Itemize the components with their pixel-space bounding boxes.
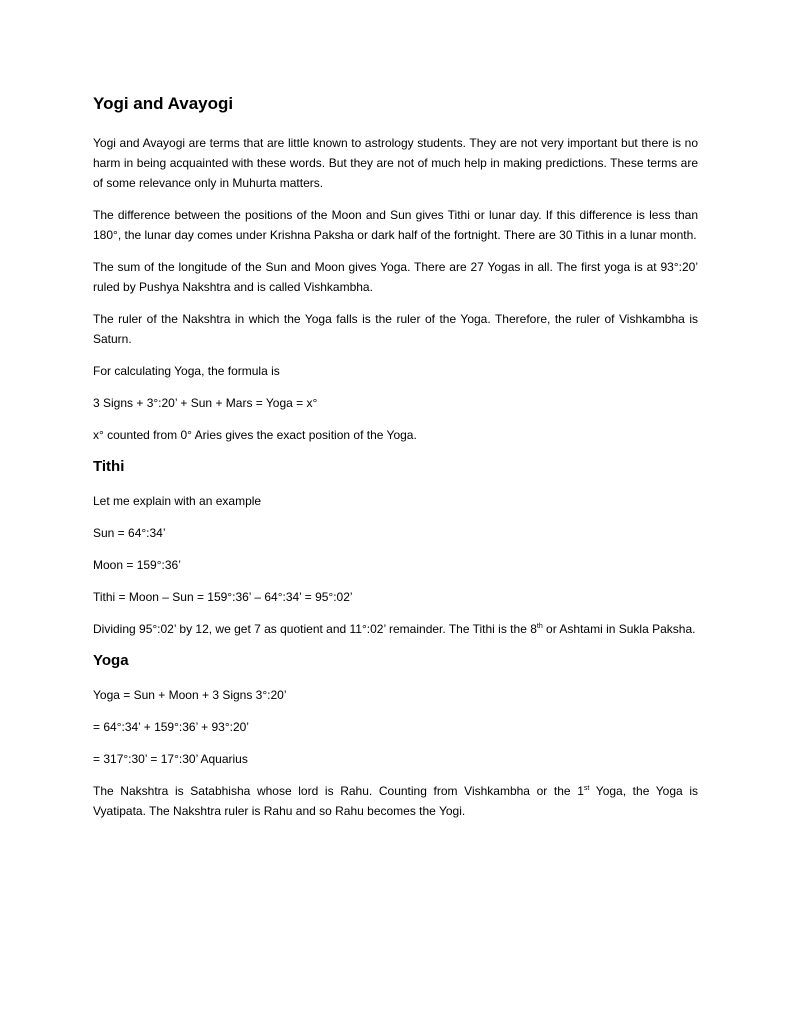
tithi-paragraph-1: Let me explain with an example	[93, 494, 262, 508]
intro-paragraph-1: Yogi and Avayogi are terms that are little known to astrology students. They are not very important but there is no harm in being acquainted with these words. But they are not of much help in making predictions. These terms are of some relevance only in Muhurta matters.	[93, 136, 698, 190]
tithi-ordinal-superscript: th	[536, 623, 543, 630]
yoga-heading: Yoga	[93, 652, 129, 669]
tithi-moon-value: Moon = 159°:36’	[93, 558, 181, 572]
yoga-ordinal-superscript: st	[583, 785, 590, 792]
tithi-sun-value: Sun = 64°:34’	[93, 526, 166, 540]
intro-paragraph-4: The ruler of the Nakshtra in which the Yoga falls is the ruler of the Yoga. Therefore, the ruler of Vishkambha is Saturn.	[93, 312, 698, 346]
intro-paragraph-5: For calculating Yoga, the formula is	[93, 364, 280, 378]
page-title: Yogi and Avayogi	[93, 94, 234, 113]
tithi-paragraph-5-text-a: Dividing 95°:02’ by 12, we get 7 as quotient and 11°:02’ remainder. The Tithi is the 8	[93, 622, 537, 636]
intro-paragraph-7: x° counted from 0° Aries gives the exact position of the Yoga.	[93, 428, 417, 442]
yoga-paragraph-4	[93, 781, 698, 821]
yoga-formula: 3 Signs + 3°:20’ + Sun + Mars = Yoga = x°	[93, 396, 318, 410]
yoga-paragraph-2: = 64°:34’ + 159°:36’ + 93°:20’	[93, 720, 249, 734]
intro-paragraph-3: The sum of the longitude of the Sun and Moon gives Yoga. There are 27 Yogas in all. The first yoga is at 93°:20’ ruled by Pushya Nakshtra and is called Vishkambha.	[93, 260, 698, 294]
document-page	[93, 93, 698, 833]
tithi-paragraph-5-text-b: or Ashtami in Sukla Paksha.	[542, 622, 696, 636]
tithi-heading: Tithi	[93, 458, 125, 475]
yoga-paragraph-4-text-a: The Nakshtra is Satabhisha whose lord is Rahu. Counting from Vishkambha or the 1	[93, 784, 584, 798]
yoga-paragraph-4-text-b: Yoga, the Yoga is Vyatipata. The Nakshtra ruler is Rahu and so Rahu becomes the Yogi.	[93, 784, 699, 818]
tithi-paragraph-5	[93, 619, 698, 639]
yoga-paragraph-1: Yoga = Sun + Moon + 3 Signs 3°:20’	[93, 688, 287, 702]
tithi-calculation: Tithi = Moon – Sun = 159°:36’ – 64°:34’ = 95°:02’	[93, 590, 353, 604]
intro-paragraph-2: The difference between the positions of the Moon and Sun gives Tithi or lunar day. If this difference is less than 180°, the lunar day comes under Krishna Paksha or dark half of the fortnight. There are 30 Tithis in a lunar month.	[93, 208, 698, 242]
yoga-paragraph-3: = 317°:30’ = 17°:30’ Aquarius	[93, 752, 248, 766]
